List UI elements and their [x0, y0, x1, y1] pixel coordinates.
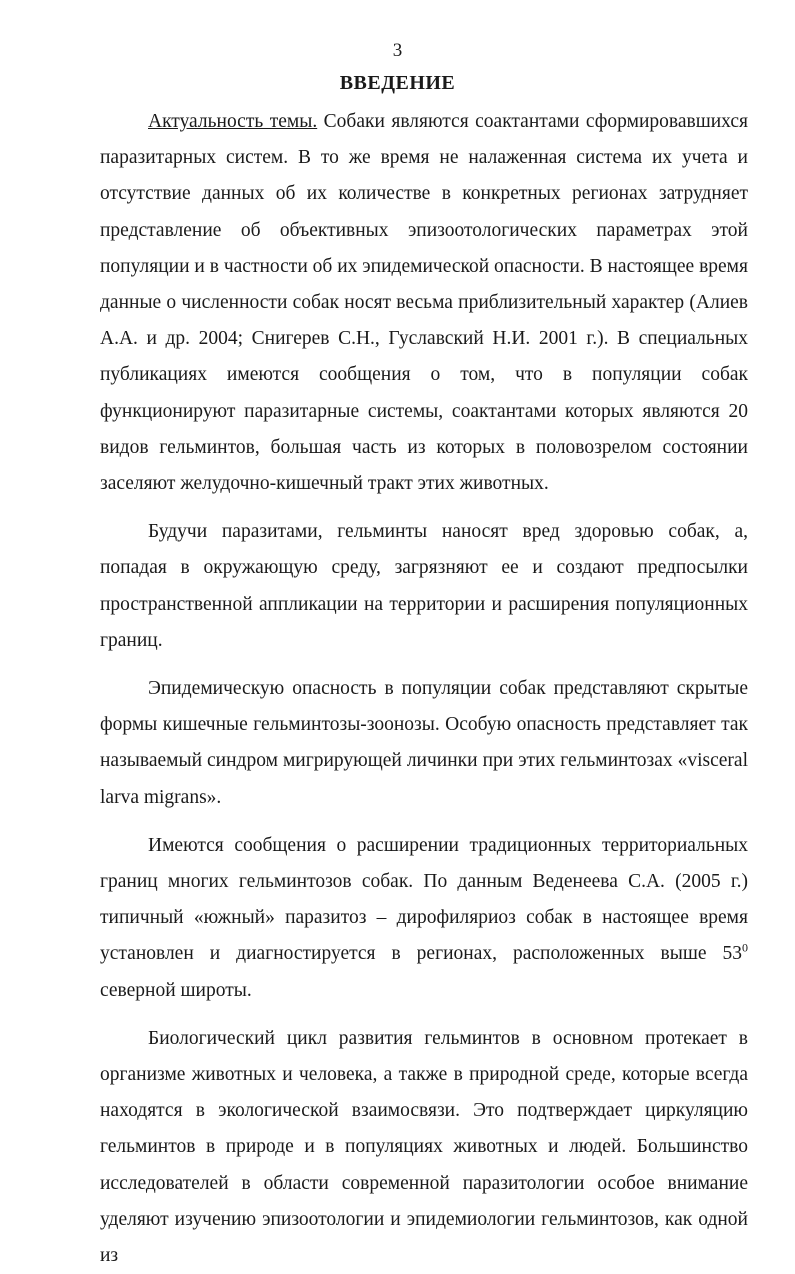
paragraph-relevance: [100, 104, 748, 502]
paragraph-biological-cycle: Биологический цикл развития гельминтов в основном протекает в организме животных и человека, а также в природной среде, которые всегда находятся в экологической взаимосвязи. Это подтверждает циркуляцию гельминтов в природе и в популяциях животных и людей. Большинство исследователей в области современной паразитологии особое внимание уделяют изучению эпизоотологии и эпидемиологии гельминтозов, как одной из: [100, 1027, 748, 1267]
document-body: [100, 104, 748, 1274]
page-title: ВВЕДЕНИЕ: [339, 72, 456, 94]
degree-superscript: 0: [742, 940, 748, 955]
relevance-heading: Актуальность темы.: [148, 111, 318, 132]
page-number: 3: [392, 40, 403, 61]
paragraph-helminth-harm: Будучи паразитами, гельминты наносят вред здоровью собак, а, попадая в окружающую среду, загрязняют ее и создают предпосылки пространственной аппликации на территории и расширения популяционных границ.: [100, 521, 748, 651]
relevance-text: Собаки являются соактантами сформировавшихся паразитарных систем. В то же время не налаженная система их учета и отсутствие данных об их количестве в конкретных регионах затрудняет представление об объективных эпизоотологических параметрах этой популяции и в частности об их эпидемической опасности. В настоящее время данные о численности собак носят весьма приблизительный характер (Алиев А.А. и др. 2004; Снигерев С.Н., Гуславский Н.И. 2001 г.). В специальных публикациях имеются сообщения о том, что в популяции собак функционируют паразитарные системы, соактантами которых являются 20 видов гельминтов, большая часть из которых в половозрелом состоянии заселяют желудочно-кишечный тракт этих животных.: [100, 111, 748, 495]
paragraph-epidemic-danger: Эпидемическую опасность в популяции собак представляют скрытые формы кишечные гельминтозы-зоонозы. Особую опасность представляет так называемый синдром мигрирующей личинки при этих гельминтозах «visceral larva migrans».: [100, 678, 748, 808]
expansion-text-after: северной широты.: [100, 979, 252, 1001]
expansion-text-before: Имеются сообщения о расширении традиционных территориальных границ многих гельминтозов собак. По данным Веденеева С.А. (2005 г.) типичный «южный» паразитоз – дирофиляриоз собак в настоящее время установлен и диагностируется в регионах, расположенных выше 53: [100, 834, 748, 965]
paragraph-territorial-expansion: [100, 828, 748, 1009]
